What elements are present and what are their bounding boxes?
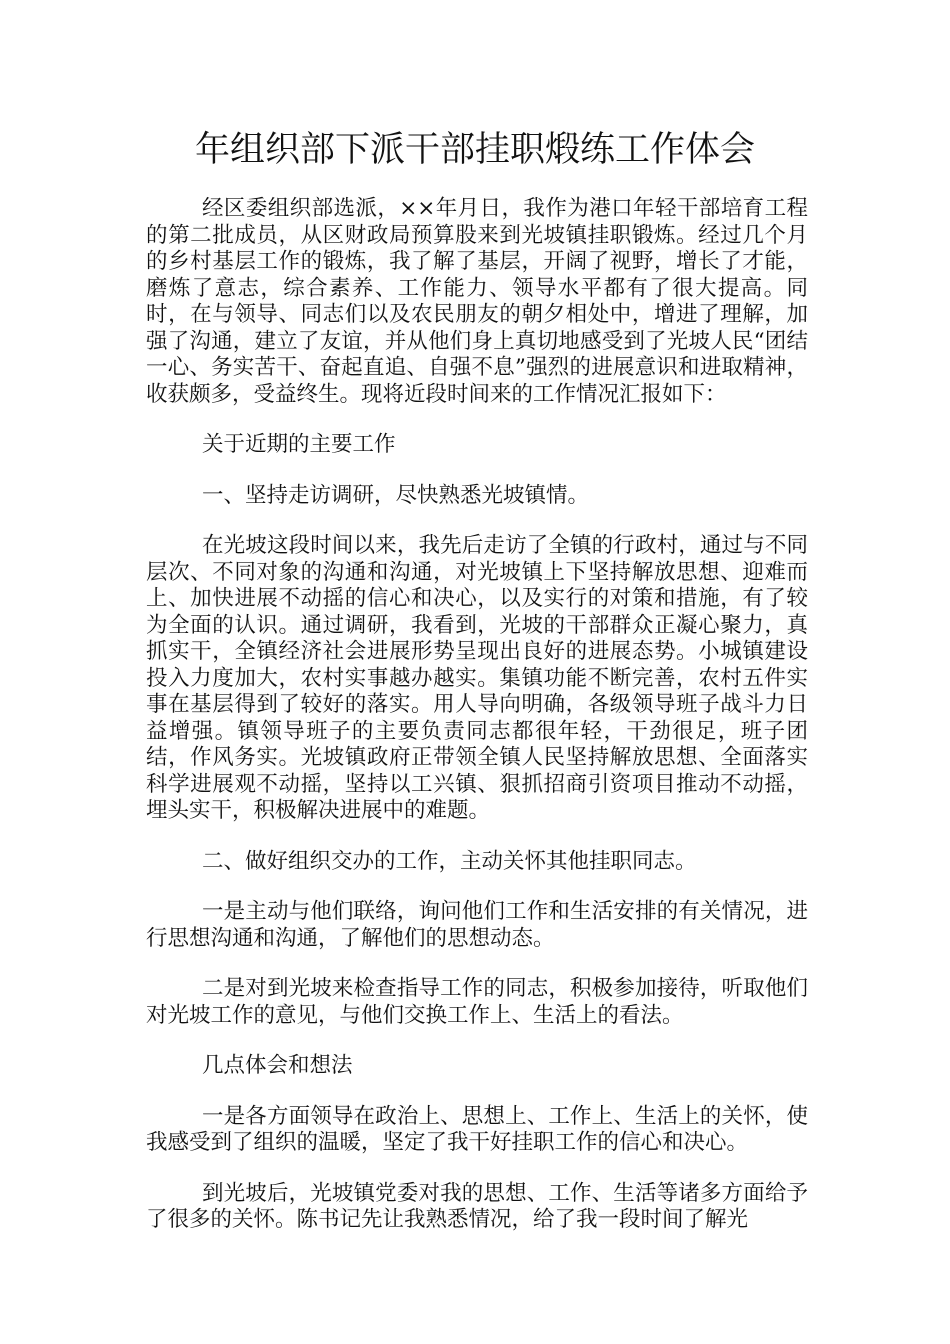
paragraph-intro: 经区委组织部选派，××年月日，我作为港口年轻干部培育工程的第二批成员，从区财政局预算股来到光坡镇挂职锻炼。经过几个月的乡村基层工作的锻炼，我了解了基层，开阔了视野，增长了才能，磨炼了意志，综合素养、工作能力、领导水平都有了很大提高。同时，在与领导、同志们以及农民朋友的朝夕相处中，增进了理解，加强了沟通，建立了友谊，并从他们身上真切地感受到了光坡人民“团结一心、务实苦干、奋起直追、自强不息”强烈的进展意识和进取精神，收获颇多，受益终生。现将近段时间来的工作情况汇报如下： bbox=[146, 196, 808, 407]
paragraph-reception: 二是对到光坡来检查指导工作的同志，积极参加接待，听取他们对光坡工作的意见，与他们交换工作上、生活上的看法。 bbox=[146, 976, 808, 1028]
subheading-research: 一、坚持走访调研，尽快熟悉光坡镇情。 bbox=[202, 482, 590, 508]
paragraph-arrival: 到光坡后，光坡镇党委对我的思想、工作、生活等诸多方面给予了很多的关怀。陈书记先让我熟悉情况，给了我一段时间了解光 bbox=[146, 1180, 808, 1232]
paragraph-care: 一是各方面领导在政治上、思想上、工作上、生活上的关怀，使我感受到了组织的温暖，坚定了我干好挂职工作的信心和决心。 bbox=[146, 1103, 808, 1155]
section-heading-reflections: 几点体会和想法 bbox=[202, 1053, 353, 1078]
subheading-organization-work: 二、做好组织交办的工作，主动关怀其他挂职同志。 bbox=[202, 848, 697, 874]
document-title: 年组织部下派干部挂职煅练工作体会 bbox=[194, 130, 755, 170]
section-heading-main-work: 关于近期的主要工作 bbox=[202, 432, 396, 457]
paragraph-research: 在光坡这段时间以来，我先后走访了全镇的行政村，通过与不同层次、不同对象的沟通和沟通，对光坡镇上下坚持解放思想、迎难而上、加快进展不动摇的信心和决心，以及实行的对策和措施，有了较为全面的认识。通过调研，我看到，光坡的干部群众正凝心聚力，真抓实干，全镇经济社会进展形势呈现出良好的进展态势。小城镇建设投入力度加大，农村实事越办越实。集镇功能不断完善，农村五件实事在基层得到了较好的落实。用人导向明确，各级领导班子战斗力日益增强。镇领导班子的主要负责同志都很年轻，干劲很足，班子团结，作风务实。光坡镇政府正带领全镇人民坚持解放思想、全面落实科学进展观不动摇，坚持以工兴镇、狠抓招商引资项目推动不动摇，埋头实干，积极解决进展中的难题。 bbox=[146, 533, 808, 823]
document-body bbox=[146, 196, 808, 1258]
paragraph-contact: 一是主动与他们联络，询问他们工作和生活安排的有关情况，进行思想沟通和沟通，了解他们的思想动态。 bbox=[146, 899, 808, 951]
